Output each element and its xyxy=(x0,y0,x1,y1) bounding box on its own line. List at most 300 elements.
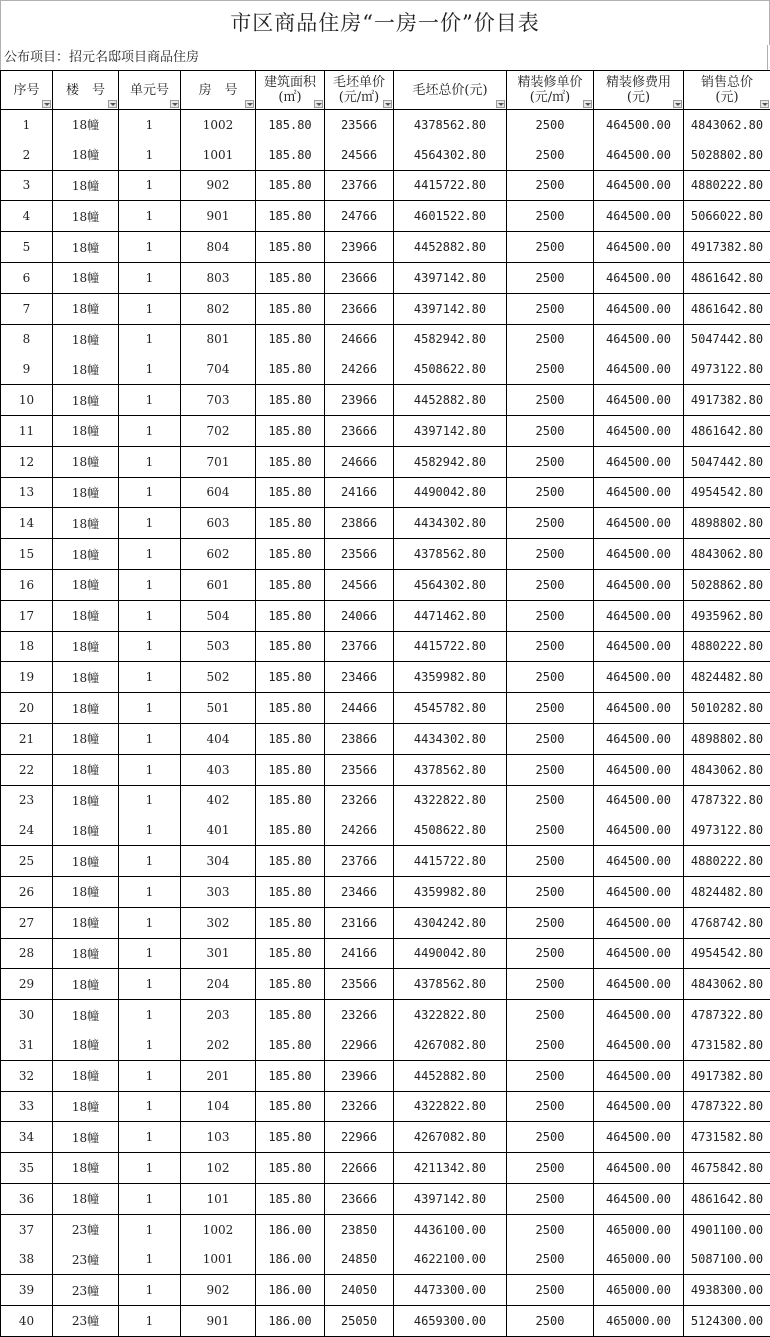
table-cell: 17 xyxy=(1,600,53,631)
table-cell: 703 xyxy=(181,385,256,416)
table-cell: 4843062.80 xyxy=(684,754,770,785)
table-cell: 18幢 xyxy=(53,354,119,384)
table-cell: 185.80 xyxy=(256,600,325,631)
table-cell: 23466 xyxy=(325,876,394,907)
table-cell: 18幢 xyxy=(53,1060,119,1091)
table-cell: 1 xyxy=(119,1306,181,1337)
column-header-label: 精装修费用 (元) xyxy=(606,75,671,105)
column-header-label: 楼 号 xyxy=(66,83,105,98)
table-cell: 465000.00 xyxy=(594,1214,684,1244)
table-cell: 1001 xyxy=(181,140,256,170)
table-cell: 4436100.00 xyxy=(394,1214,507,1244)
table-cell: 464500.00 xyxy=(594,1030,684,1060)
table-cell: 464500.00 xyxy=(594,846,684,877)
table-cell: 23966 xyxy=(325,385,394,416)
table-cell: 464500.00 xyxy=(594,1153,684,1184)
table-cell: 4659300.00 xyxy=(394,1306,507,1337)
table-cell: 1 xyxy=(119,1060,181,1091)
table-cell: 1 xyxy=(119,846,181,877)
table-cell: 5087100.00 xyxy=(684,1244,770,1274)
table-cell: 464500.00 xyxy=(594,815,684,845)
table-cell: 604 xyxy=(181,477,256,508)
table-row xyxy=(1,201,770,232)
table-cell: 464500.00 xyxy=(594,600,684,631)
table-cell: 404 xyxy=(181,723,256,754)
table-cell: 1 xyxy=(119,969,181,1000)
table-cell: 18幢 xyxy=(53,1183,119,1214)
table-row xyxy=(1,1000,770,1030)
table-cell: 8 xyxy=(1,324,53,354)
table-cell: 5 xyxy=(1,232,53,263)
filter-dropdown-icon[interactable] xyxy=(583,100,592,108)
table-cell: 102 xyxy=(181,1153,256,1184)
table-cell: 23566 xyxy=(325,110,394,140)
table-cell: 4 xyxy=(1,201,53,232)
table-cell: 1 xyxy=(119,1122,181,1153)
table-cell: 185.80 xyxy=(256,631,325,662)
table-cell: 18幢 xyxy=(53,785,119,815)
table-cell: 2500 xyxy=(507,876,594,907)
table-cell: 18幢 xyxy=(53,385,119,416)
table-cell: 204 xyxy=(181,969,256,1000)
table-cell: 18幢 xyxy=(53,815,119,845)
table-row xyxy=(1,754,770,785)
table-cell: 18幢 xyxy=(53,1030,119,1060)
table-cell: 901 xyxy=(181,1306,256,1337)
table-cell: 201 xyxy=(181,1060,256,1091)
table-cell: 4397142.80 xyxy=(394,293,507,324)
table-cell: 2500 xyxy=(507,354,594,384)
table-cell: 702 xyxy=(181,415,256,446)
table-cell: 5047442.80 xyxy=(684,324,770,354)
table-cell: 14 xyxy=(1,508,53,539)
table-cell: 186.00 xyxy=(256,1244,325,1274)
column-header-label: 销售总价 (元) xyxy=(701,75,753,105)
table-cell: 186.00 xyxy=(256,1214,325,1244)
table-cell: 803 xyxy=(181,262,256,293)
table-cell: 18幢 xyxy=(53,1122,119,1153)
table-cell: 4359982.80 xyxy=(394,662,507,693)
table-row xyxy=(1,876,770,907)
table-cell: 18幢 xyxy=(53,907,119,938)
table-cell: 21 xyxy=(1,723,53,754)
table-cell: 1 xyxy=(119,385,181,416)
table-cell: 2500 xyxy=(507,754,594,785)
table-cell: 4490042.80 xyxy=(394,477,507,508)
table-cell: 4787322.80 xyxy=(684,785,770,815)
table-cell: 185.80 xyxy=(256,140,325,170)
table-cell: 464500.00 xyxy=(594,1122,684,1153)
table-cell: 1002 xyxy=(181,110,256,140)
table-cell: 185.80 xyxy=(256,938,325,969)
table-cell: 464500.00 xyxy=(594,415,684,446)
table-row xyxy=(1,232,770,263)
table-cell: 104 xyxy=(181,1091,256,1122)
table-cell: 1 xyxy=(119,324,181,354)
table-cell: 4731582.80 xyxy=(684,1030,770,1060)
table-cell: 16 xyxy=(1,569,53,600)
table-cell: 4861642.80 xyxy=(684,262,770,293)
table-cell: 185.80 xyxy=(256,662,325,693)
table-cell: 4973122.80 xyxy=(684,354,770,384)
column-header xyxy=(325,71,394,110)
table-cell: 185.80 xyxy=(256,754,325,785)
table-cell: 464500.00 xyxy=(594,539,684,570)
table-cell: 36 xyxy=(1,1183,53,1214)
table-row xyxy=(1,1122,770,1153)
table-cell: 23 xyxy=(1,785,53,815)
table-cell: 4415722.80 xyxy=(394,631,507,662)
table-cell: 2500 xyxy=(507,938,594,969)
table-cell: 185.80 xyxy=(256,969,325,1000)
table-cell: 2500 xyxy=(507,1214,594,1244)
table-cell: 464500.00 xyxy=(594,1060,684,1091)
table-cell: 464500.00 xyxy=(594,876,684,907)
table-row xyxy=(1,1091,770,1122)
table-cell: 1 xyxy=(1,110,53,140)
column-header-label: 房 号 xyxy=(198,83,237,98)
table-cell: 24050 xyxy=(325,1275,394,1306)
table-cell: 464500.00 xyxy=(594,907,684,938)
filter-dropdown-icon[interactable] xyxy=(760,100,769,108)
table-row xyxy=(1,415,770,446)
table-cell: 1 xyxy=(119,754,181,785)
table-row xyxy=(1,446,770,477)
table-cell: 31 xyxy=(1,1030,53,1060)
table-cell: 2500 xyxy=(507,785,594,815)
table-cell: 34 xyxy=(1,1122,53,1153)
table-cell: 464500.00 xyxy=(594,631,684,662)
column-header xyxy=(119,71,181,110)
table-cell: 2500 xyxy=(507,415,594,446)
table-cell: 4211342.80 xyxy=(394,1153,507,1184)
table-cell: 902 xyxy=(181,170,256,201)
table-cell: 20 xyxy=(1,693,53,724)
table-cell: 18幢 xyxy=(53,140,119,170)
table-cell: 18幢 xyxy=(53,600,119,631)
column-header xyxy=(394,71,507,110)
table-cell: 1 xyxy=(119,1244,181,1274)
table-cell: 464500.00 xyxy=(594,110,684,140)
table-cell: 185.80 xyxy=(256,508,325,539)
table-cell: 18幢 xyxy=(53,415,119,446)
table-cell: 18幢 xyxy=(53,170,119,201)
table-cell: 6 xyxy=(1,262,53,293)
table-cell: 1 xyxy=(119,201,181,232)
table-cell: 12 xyxy=(1,446,53,477)
filter-dropdown-icon[interactable] xyxy=(673,100,682,108)
table-cell: 22966 xyxy=(325,1122,394,1153)
filter-dropdown-icon[interactable] xyxy=(108,100,117,108)
table-cell: 18幢 xyxy=(53,662,119,693)
table-cell: 185.80 xyxy=(256,785,325,815)
table-cell: 1 xyxy=(119,785,181,815)
table-cell: 185.80 xyxy=(256,1030,325,1060)
table-cell: 4901100.00 xyxy=(684,1214,770,1244)
table-cell: 4582942.80 xyxy=(394,324,507,354)
table-cell: 18幢 xyxy=(53,508,119,539)
table-cell: 185.80 xyxy=(256,385,325,416)
table-row xyxy=(1,907,770,938)
table-row xyxy=(1,569,770,600)
table-cell: 13 xyxy=(1,477,53,508)
table-cell: 19 xyxy=(1,662,53,693)
table-cell: 4564302.80 xyxy=(394,569,507,600)
table-row xyxy=(1,846,770,877)
table-cell: 4973122.80 xyxy=(684,815,770,845)
table-cell: 465000.00 xyxy=(594,1306,684,1337)
table-cell: 23666 xyxy=(325,1183,394,1214)
table-cell: 18幢 xyxy=(53,110,119,140)
table-cell: 464500.00 xyxy=(594,385,684,416)
table-cell: 101 xyxy=(181,1183,256,1214)
table-cell: 23666 xyxy=(325,415,394,446)
table-cell: 18幢 xyxy=(53,1091,119,1122)
table-cell: 4880222.80 xyxy=(684,170,770,201)
table-cell: 465000.00 xyxy=(594,1244,684,1274)
table-cell: 1 xyxy=(119,662,181,693)
table-cell: 24850 xyxy=(325,1244,394,1274)
table-cell: 185.80 xyxy=(256,110,325,140)
table-cell: 1 xyxy=(119,876,181,907)
table-cell: 23766 xyxy=(325,631,394,662)
table-cell: 4935962.80 xyxy=(684,600,770,631)
table-cell: 1 xyxy=(119,907,181,938)
table-cell: 38 xyxy=(1,1244,53,1274)
table-cell: 501 xyxy=(181,693,256,724)
table-cell: 1 xyxy=(119,1275,181,1306)
header-row xyxy=(1,71,770,110)
table-row xyxy=(1,938,770,969)
table-cell: 2500 xyxy=(507,262,594,293)
table-cell: 4490042.80 xyxy=(394,938,507,969)
table-cell: 403 xyxy=(181,754,256,785)
table-cell: 24566 xyxy=(325,569,394,600)
table-cell: 2500 xyxy=(507,1122,594,1153)
table-cell: 25 xyxy=(1,846,53,877)
table-cell: 4787322.80 xyxy=(684,1091,770,1122)
table-cell: 18幢 xyxy=(53,446,119,477)
table-cell: 2 xyxy=(1,140,53,170)
table-cell: 18幢 xyxy=(53,262,119,293)
table-row xyxy=(1,170,770,201)
table-cell: 18幢 xyxy=(53,1000,119,1030)
sheet-title: 市区商品住房“一房一价”价目表 xyxy=(0,0,770,45)
table-cell: 402 xyxy=(181,785,256,815)
table-row xyxy=(1,1030,770,1060)
table-cell: 4378562.80 xyxy=(394,969,507,1000)
table-cell: 4938300.00 xyxy=(684,1275,770,1306)
filter-dropdown-icon[interactable] xyxy=(496,100,505,108)
table-cell: 4768742.80 xyxy=(684,907,770,938)
table-cell: 303 xyxy=(181,876,256,907)
table-cell: 502 xyxy=(181,662,256,693)
table-row xyxy=(1,508,770,539)
table-cell: 1 xyxy=(119,938,181,969)
table-cell: 464500.00 xyxy=(594,938,684,969)
table-cell: 4898802.80 xyxy=(684,723,770,754)
table-cell: 5010282.80 xyxy=(684,693,770,724)
table-cell: 11 xyxy=(1,415,53,446)
table-cell: 4508622.80 xyxy=(394,815,507,845)
table-cell: 18幢 xyxy=(53,477,119,508)
table-cell: 2500 xyxy=(507,1153,594,1184)
table-cell: 2500 xyxy=(507,508,594,539)
table-cell: 1 xyxy=(119,723,181,754)
table-cell: 18幢 xyxy=(53,293,119,324)
table-cell: 2500 xyxy=(507,693,594,724)
filter-dropdown-icon[interactable] xyxy=(245,100,254,108)
table-cell: 464500.00 xyxy=(594,785,684,815)
table-cell: 22966 xyxy=(325,1030,394,1060)
table-cell: 4861642.80 xyxy=(684,1183,770,1214)
table-cell: 23666 xyxy=(325,262,394,293)
filter-dropdown-icon[interactable] xyxy=(42,100,51,108)
table-cell: 464500.00 xyxy=(594,293,684,324)
table-cell: 2500 xyxy=(507,385,594,416)
table-cell: 4843062.80 xyxy=(684,969,770,1000)
table-cell: 18幢 xyxy=(53,232,119,263)
table-cell: 15 xyxy=(1,539,53,570)
table-cell: 1 xyxy=(119,415,181,446)
table-cell: 24266 xyxy=(325,815,394,845)
table-cell: 33 xyxy=(1,1091,53,1122)
table-row xyxy=(1,693,770,724)
table-row xyxy=(1,354,770,384)
table-cell: 1 xyxy=(119,815,181,845)
table-cell: 2500 xyxy=(507,631,594,662)
table-cell: 4861642.80 xyxy=(684,293,770,324)
table-row xyxy=(1,1214,770,1244)
table-row xyxy=(1,140,770,170)
table-cell: 4471462.80 xyxy=(394,600,507,631)
table-cell: 202 xyxy=(181,1030,256,1060)
filter-dropdown-icon[interactable] xyxy=(170,100,179,108)
table-cell: 1 xyxy=(119,232,181,263)
table-cell: 4378562.80 xyxy=(394,110,507,140)
column-header-label: 序号 xyxy=(13,83,39,98)
table-cell: 464500.00 xyxy=(594,354,684,384)
table-cell: 37 xyxy=(1,1214,53,1244)
table-cell: 23566 xyxy=(325,754,394,785)
table-cell: 4434302.80 xyxy=(394,508,507,539)
table-cell: 18 xyxy=(1,631,53,662)
column-header xyxy=(507,71,594,110)
table-cell: 185.80 xyxy=(256,477,325,508)
table-cell: 2500 xyxy=(507,969,594,1000)
table-cell: 1 xyxy=(119,1183,181,1214)
table-cell: 103 xyxy=(181,1122,256,1153)
table-cell: 24266 xyxy=(325,354,394,384)
table-cell: 2500 xyxy=(507,446,594,477)
table-cell: 185.80 xyxy=(256,1000,325,1030)
table-cell: 2500 xyxy=(507,815,594,845)
table-cell: 2500 xyxy=(507,723,594,754)
table-cell: 4322822.80 xyxy=(394,1000,507,1030)
table-row xyxy=(1,1244,770,1274)
table-cell: 464500.00 xyxy=(594,201,684,232)
table-cell: 185.80 xyxy=(256,907,325,938)
table-cell: 18幢 xyxy=(53,693,119,724)
table-cell: 23766 xyxy=(325,170,394,201)
table-cell: 4843062.80 xyxy=(684,539,770,570)
table-cell: 2500 xyxy=(507,1306,594,1337)
table-cell: 23266 xyxy=(325,1000,394,1030)
filter-dropdown-icon[interactable] xyxy=(314,100,323,108)
table-cell: 4473300.00 xyxy=(394,1275,507,1306)
table-row xyxy=(1,477,770,508)
table-cell: 4954542.80 xyxy=(684,938,770,969)
table-row xyxy=(1,969,770,1000)
table-cell: 23666 xyxy=(325,293,394,324)
table-cell: 185.80 xyxy=(256,232,325,263)
table-cell: 185.80 xyxy=(256,415,325,446)
table-cell: 464500.00 xyxy=(594,723,684,754)
table-cell: 23766 xyxy=(325,846,394,877)
table-cell: 186.00 xyxy=(256,1275,325,1306)
table-cell: 4622100.00 xyxy=(394,1244,507,1274)
table-cell: 1 xyxy=(119,140,181,170)
table-row xyxy=(1,785,770,815)
table-cell: 185.80 xyxy=(256,693,325,724)
column-header xyxy=(594,71,684,110)
table-cell: 401 xyxy=(181,815,256,845)
table-cell: 23幢 xyxy=(53,1214,119,1244)
filter-dropdown-icon[interactable] xyxy=(383,100,392,108)
table-cell: 1 xyxy=(119,477,181,508)
table-cell: 4898802.80 xyxy=(684,508,770,539)
table-cell: 4359982.80 xyxy=(394,876,507,907)
table-cell: 23850 xyxy=(325,1214,394,1244)
table-cell: 4322822.80 xyxy=(394,1091,507,1122)
column-header-label: 单元号 xyxy=(130,83,169,98)
table-cell: 23266 xyxy=(325,1091,394,1122)
table-cell: 5066022.80 xyxy=(684,201,770,232)
table-row xyxy=(1,324,770,354)
table-cell: 185.80 xyxy=(256,201,325,232)
table-cell: 4452882.80 xyxy=(394,385,507,416)
table-cell: 185.80 xyxy=(256,1153,325,1184)
table-cell: 704 xyxy=(181,354,256,384)
table-cell: 464500.00 xyxy=(594,662,684,693)
table-cell: 1002 xyxy=(181,1214,256,1244)
table-cell: 1 xyxy=(119,693,181,724)
table-cell: 902 xyxy=(181,1275,256,1306)
table-cell: 23966 xyxy=(325,1060,394,1091)
table-cell: 464500.00 xyxy=(594,1183,684,1214)
column-header-label: 精装修单价 (元/㎡) xyxy=(517,75,582,105)
table-cell: 4545782.80 xyxy=(394,693,507,724)
table-cell: 4508622.80 xyxy=(394,354,507,384)
table-cell: 4397142.80 xyxy=(394,1183,507,1214)
table-cell: 22 xyxy=(1,754,53,785)
project-label: 公布项目：招元名邸项目商品住房 xyxy=(0,45,768,70)
table-cell: 18幢 xyxy=(53,969,119,1000)
table-row xyxy=(1,815,770,845)
table-cell: 4397142.80 xyxy=(394,262,507,293)
column-header-label: 建筑面积 (㎡) xyxy=(264,75,316,105)
table-cell: 23566 xyxy=(325,969,394,1000)
table-cell: 464500.00 xyxy=(594,969,684,1000)
table-cell: 27 xyxy=(1,907,53,938)
table-cell: 2500 xyxy=(507,170,594,201)
table-cell: 7 xyxy=(1,293,53,324)
table-cell: 5124300.00 xyxy=(684,1306,770,1337)
table-cell: 30 xyxy=(1,1000,53,1030)
table-cell: 4824482.80 xyxy=(684,876,770,907)
table-cell: 18幢 xyxy=(53,846,119,877)
price-table xyxy=(0,70,770,1337)
